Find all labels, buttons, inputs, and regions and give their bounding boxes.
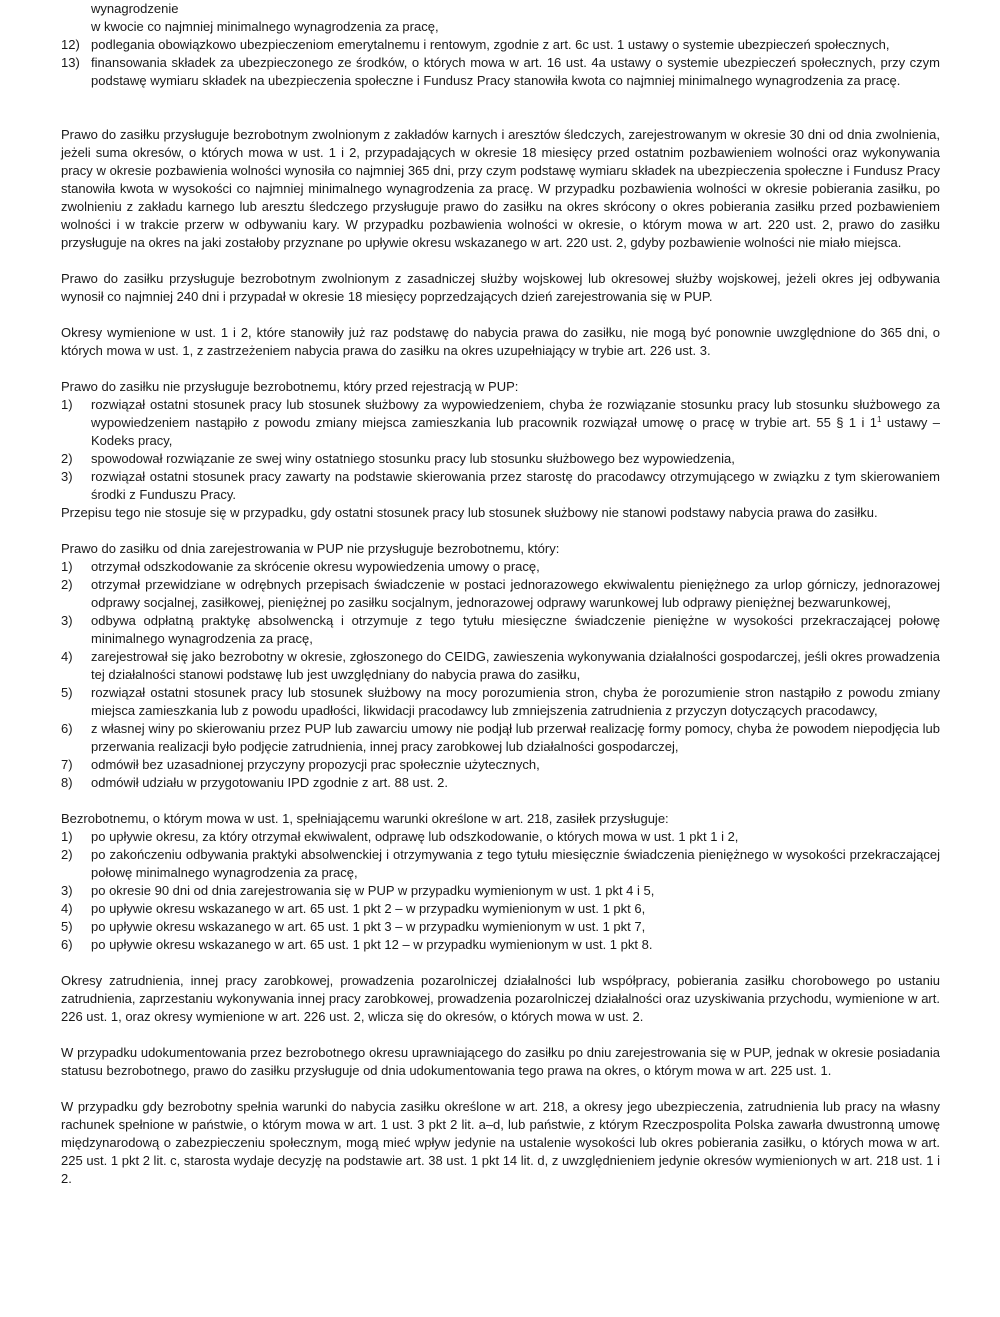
list-item-text: po upływie okresu, za który otrzymał ekwiwalent, odprawę lub odszkodowanie, o których mowa w ust. 1 pkt 1 i 2,: [91, 829, 739, 844]
section-intro: Prawo do zasiłku nie przysługuje bezrobotnemu, który przed rejestracją w PUP:: [61, 379, 519, 394]
list-item-number: 2): [61, 577, 73, 592]
list-item-text: z własnej winy po skierowaniu przez PUP lub zawarciu umowy nie podjął lub przerwał realizację formy pomocy, chyba że powodem niepodjęcia lub przerwania realizacji było podjęcie zatrudnienia, innej pracy zarobkowej lub działalności gospodarczej,: [91, 721, 940, 754]
list-item-text: po okresie 90 dni od dnia zarejestrowania się w PUP w przypadku wymienionym w ust. 1 pkt 4 i 5,: [91, 883, 655, 898]
list-item: [61, 36, 940, 54]
list-item-text: zarejestrował się jako bezrobotny w okresie, zgłoszonego do CEIDG, zawieszenia wykonywania działalności gospodarczej, jeśli okres prowadzenia tej działalności stanowi podstawę lub jest uwzględniany do nabycia prawa do zasiłku,: [91, 649, 940, 682]
list-item: [61, 720, 940, 756]
list-item-text: po upływie okresu wskazanego w art. 65 ust. 1 pkt 3 – w przypadku wymienionym w ust. 1 pkt 7,: [91, 919, 646, 934]
list-item-text: po upływie okresu wskazanego w art. 65 ust. 1 pkt 2 – w przypadku wymienionym w ust. 1 pkt 6,: [91, 901, 646, 916]
list-item-number: 5): [61, 685, 73, 700]
list-item: [61, 468, 940, 504]
list-item-text: spowodował rozwiązanie ze swej winy ostatniego stosunku pracy lub stosunku służbowego bez wypowiedzenia,: [91, 451, 735, 466]
list-item: [61, 396, 940, 450]
list-item-number: 3): [61, 469, 73, 484]
list-item-number: 6): [61, 721, 73, 736]
list-item-number: 3): [61, 883, 73, 898]
list-item-number: 12): [61, 37, 80, 52]
list-item: [61, 648, 940, 684]
list-item-text: otrzymał przewidziane w odrębnych przepisach świadczenie w postaci jednorazowego ekwiwalentu pieniężnego za urlop górniczy, jednorazowej odprawy socjalnej, zasiłkowej, pieniężnej po zasiłku socjalnym, jednorazowej odprawy warunkowej lub odprawy pieniężnej bezwarunkowej,: [91, 577, 940, 610]
section-not-from-registration: [61, 540, 940, 792]
list-item-text-part: ustawy – Kodeks pracy,: [91, 415, 940, 448]
list-item-text: [91, 396, 940, 450]
list-item-text: odmówił bez uzasadnionej przyczyny propozycji prac społecznie użytecznych,: [91, 757, 540, 772]
paragraph-military: Prawo do zasiłku przysługuje bezrobotnym zwolnionym z zasadniczej służby wojskowej lub okresowej służby wojskowej, jeżeli okres jej odbywania wynosił co najmniej 240 dni i przypadał w okresie 18 miesięcy poprzedzających dzień zarejestrowania się w PUP.: [61, 271, 940, 304]
list-item-number: 3): [61, 613, 73, 628]
list-item-number: 7): [61, 757, 73, 772]
superscript: 1: [877, 415, 882, 424]
document-page: [61, 0, 940, 1188]
list-item-number: 2): [61, 847, 73, 862]
section-closing: Przepisu tego nie stosuje się w przypadku, gdy ostatni stosunek pracy lub stosunek służbowy nie stanowi podstawy nabycia prawa do zasiłku.: [61, 505, 878, 520]
list-item-number: 1): [61, 559, 73, 574]
list-item-text: rozwiązał ostatni stosunek pracy zawarty na podstawie skierowania przez starostę do pracodawcy otrzymującego w związku z tym skierowaniem środki z Funduszu Pracy.: [91, 469, 940, 502]
list-item-number: 4): [61, 901, 73, 916]
list-item-text: odbywa odpłatną praktykę absolwencką i otrzymuje z tego tytułu miesięczne świadczenie pieniężne w wysokości przekraczającej połowę minimalnego wynagrodzenia za pracę,: [91, 613, 940, 646]
continuation-line-2: w kwocie co najmniej minimalnego wynagrodzenia za pracę,: [91, 19, 439, 34]
list-item-text: rozwiązał ostatni stosunek pracy lub stosunek służbowy na mocy porozumienia stron, chyba że porozumienie stron nastąpiło z powodu zmiany miejsca zamieszkania lub z powodu upadłości, likwidacji pracodawcy lub zmniejszenia zatrudnienia z przyczyn dotyczących pracodawcy,: [91, 685, 940, 718]
list-item-text: otrzymał odszkodowanie za skrócenie okresu wypowiedzenia umowy o pracę,: [91, 559, 540, 574]
list-item-number: 4): [61, 649, 73, 664]
list-item-number: 1): [61, 397, 73, 412]
section-intro: Bezrobotnemu, o którym mowa w ust. 1, spełniającemu warunki określone w art. 218, zasiłek przysługuje:: [61, 811, 669, 826]
list-item: [61, 774, 940, 792]
list-item: [61, 900, 940, 918]
list-item: [61, 450, 940, 468]
paragraph-foreign-periods: W przypadku gdy bezrobotny spełnia warunki do nabycia zasiłku określone w art. 218, a okresy jego ubezpieczenia, zatrudnienia lub pracy na własny rachunek spełnione w państwie, o którym mowa w art. 1 ust. 3 pkt 2 lit. a–d, lub państwie, z którym Rzeczpospolita Polska zawarła dwustronną umowę międzynarodową o zabezpieczeniu społecznym, mogą mieć wpływ jedynie na ustalenie wysokości lub okres pobierania zasiłku, o których mowa w art. 225 ust. 1 pkt 2 lit. c, starosta wydaje decyzję na podstawie art. 38 ust. 1 pkt 14 lit. d, z uwzględnieniem jedynie okresów wymienionych w art. 218 ust. 1 i 2.: [61, 1099, 940, 1186]
list-item: [61, 576, 940, 612]
list-item-text-part: rozwiązał ostatni stosunek pracy lub stosunek służbowy za wypowiedzeniem, chyba że rozwiązanie stosunku pracy lub stosunku służbowego za wypowiedzeniem nastąpiło z powodu zmiany miejsca zamieszkania lub pracownik rozwiązał umowę o pracę w trybie art. 55 § 1 i 1: [91, 397, 940, 430]
list-item: [61, 882, 940, 900]
list-item-number: 2): [61, 451, 73, 466]
list-item-text: finansowania składek za ubezpieczonego ze środków, o których mowa w art. 16 ust. 4a ustawy o systemie ubezpieczeń społecznych, przy czym podstawę wymiaru składek na ubezpieczenia społeczne i Fundusz Pracy stanowiła kwota co najmniej minimalnego wynagrodzenia za pracę.: [91, 55, 940, 88]
section-no-right: [61, 378, 940, 522]
list-item-number: 13): [61, 55, 80, 70]
list-item-text: podlegania obowiązkowo ubezpieczeniom emerytalnemu i rentowym, zgodnie z art. 6c ust. 1 ustawy o systemie ubezpieczeń społecznych,: [91, 37, 890, 52]
section-intro: Prawo do zasiłku od dnia zarejestrowania w PUP nie przysługuje bezrobotnemu, który:: [61, 541, 560, 556]
list-item-number: 6): [61, 937, 73, 952]
list-item: [61, 918, 940, 936]
paragraph-prisoners: Prawo do zasiłku przysługuje bezrobotnym zwolnionym z zakładów karnych i aresztów śledczych, zarejestrowanym w okresie 30 dni od dnia zwolnienia, jeżeli suma okresów, o których mowa w ust. 1 i 2, przypadających w okresie 18 miesięcy przed ostatnim pozbawieniem wolności oraz wykonywania pracy w okresie pozbawienia wolności wynosiła co najmniej 365 dni, przy czym podstawę wymiaru składek na ubezpieczenia społeczne i Fundusz Pracy stanowiła kwota w wysokości co najmniej minimalnego wynagrodzenia za pracę. W przypadku pozbawienia wolności w okresie pobierania zasiłku, po zwolnieniu z zakładu karnego lub aresztu śledczego przysługuje prawo do zasiłku na okres skrócony o okres pobierania zasiłku przed pozbawieniem wolności i w trakcie przerw w odbywaniu kary. W przypadku pozbawienia wolności w okresie, o którym mowa w art. 220 ust. 2, prawo do zasiłku przysługuje na okres na jaki zostałoby przyznane po upływie okresu wskazanego w art. 220 ust. 2, gdyby pozbawienie wolności nie miało miejsca.: [61, 127, 940, 250]
list-item-text: odmówił udziału w przygotowaniu IPD zgodnie z art. 88 ust. 2.: [91, 775, 448, 790]
list-item-number: 1): [61, 829, 73, 844]
list-item: [61, 756, 940, 774]
continuation-line-1: wynagrodzenie: [91, 1, 179, 16]
list-item: [61, 558, 940, 576]
list-item: [61, 684, 940, 720]
list-item: [61, 612, 940, 648]
paragraph-employment-periods: Okresy zatrudnienia, innej pracy zarobkowej, prowadzenia pozarolniczej działalności lub współpracy, pobierania zasiłku chorobowego po ustaniu zatrudnienia, zaprzestaniu wykonywania innej pracy zarobkowej, prowadzenia pozarolniczej działalności oraz uzyskiwania przychodu, wymienione w art. 226 ust. 1, oraz okresy wymienione w art. 226 ust. 2, wlicza się do okresów, o których mowa w ust. 2.: [61, 973, 940, 1024]
list-item: [61, 54, 940, 90]
list-item-text: po zakończeniu odbywania praktyki absolwenckiej i otrzymywania z tego tytułu miesięcznie świadczenia pieniężnego w wysokości przekraczającej połowę minimalnego wynagrodzenia za pracę,: [91, 847, 940, 880]
list-item-number: 5): [61, 919, 73, 934]
list-item: [61, 846, 940, 882]
paragraph-documentation: W przypadku udokumentowania przez bezrobotnego okresu uprawniającego do zasiłku po dniu zarejestrowania się w PUP, jednak w okresie posiadania statusu bezrobotnego, prawo do zasiłku przysługuje od dnia udokumentowania tego prawa na okres, o którym mowa w art. 225 ust. 1.: [61, 1045, 940, 1078]
list-item-number: 8): [61, 775, 73, 790]
list-item: [61, 828, 940, 846]
list-item: [61, 936, 940, 954]
paragraph-periods: Okresy wymienione w ust. 1 i 2, które stanowiły już raz podstawę do nabycia prawa do zasiłku, nie mogą być ponownie uwzględnione do 365 dni, o których mowa w ust. 1, z zastrzeżeniem nabycia prawa do zasiłku na okres uzupełniający w trybie art. 226 ust. 3.: [61, 325, 940, 358]
section-benefit-after: [61, 810, 940, 954]
list-item-text: po upływie okresu wskazanego w art. 65 ust. 1 pkt 12 – w przypadku wymienionym w ust. 1 pkt 8.: [91, 937, 653, 952]
